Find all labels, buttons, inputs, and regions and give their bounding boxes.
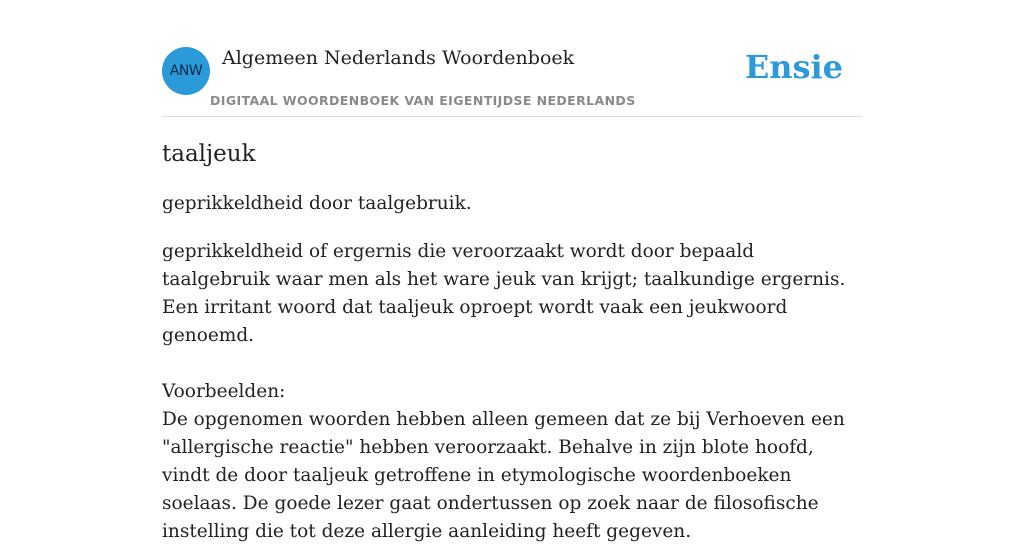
entry-note: Een irritant woord dat taaljeuk oproept wordt vaak een jeukwoord genoemd. <box>162 297 788 346</box>
site-subtitle: DIGITAAL WOORDENBOEK VAN EIGENTIJDSE NEDERLANDS <box>210 93 636 108</box>
ensie-brand-logo[interactable]: Ensie <box>744 48 843 86</box>
paragraph-spacer <box>162 350 862 378</box>
full-definition: geprikkeldheid of ergernis die veroorzaakt wordt door bepaald taalgebruik waar men als het ware jeuk van krijgt; taalkundige ergernis. <box>162 241 846 290</box>
example-text: De opgenomen woorden hebben alleen gemeen dat ze bij Verhoeven een "allergische reactie" hebben veroorzaakt. Behalve in zijn blote hoofd, vindt de door taaljeuk getroffene in etymologische woordenboeken soelaas. De goede lezer gaat ondertussen op zoek naar de filosofische instelling die tot deze allergie aanleiding heeft gegeven. <box>162 409 845 542</box>
entry-body <box>162 238 862 546</box>
anw-logo[interactable]: ANW <box>162 47 210 95</box>
site-title[interactable]: Algemeen Nederlands Woordenboek <box>222 47 575 69</box>
site-header <box>162 46 862 117</box>
entry-headword: taaljeuk <box>162 141 256 167</box>
short-definition: geprikkeldheid door taalgebruik. <box>162 193 472 214</box>
examples-label: Voorbeelden: <box>162 381 286 402</box>
entry-content <box>162 138 862 546</box>
